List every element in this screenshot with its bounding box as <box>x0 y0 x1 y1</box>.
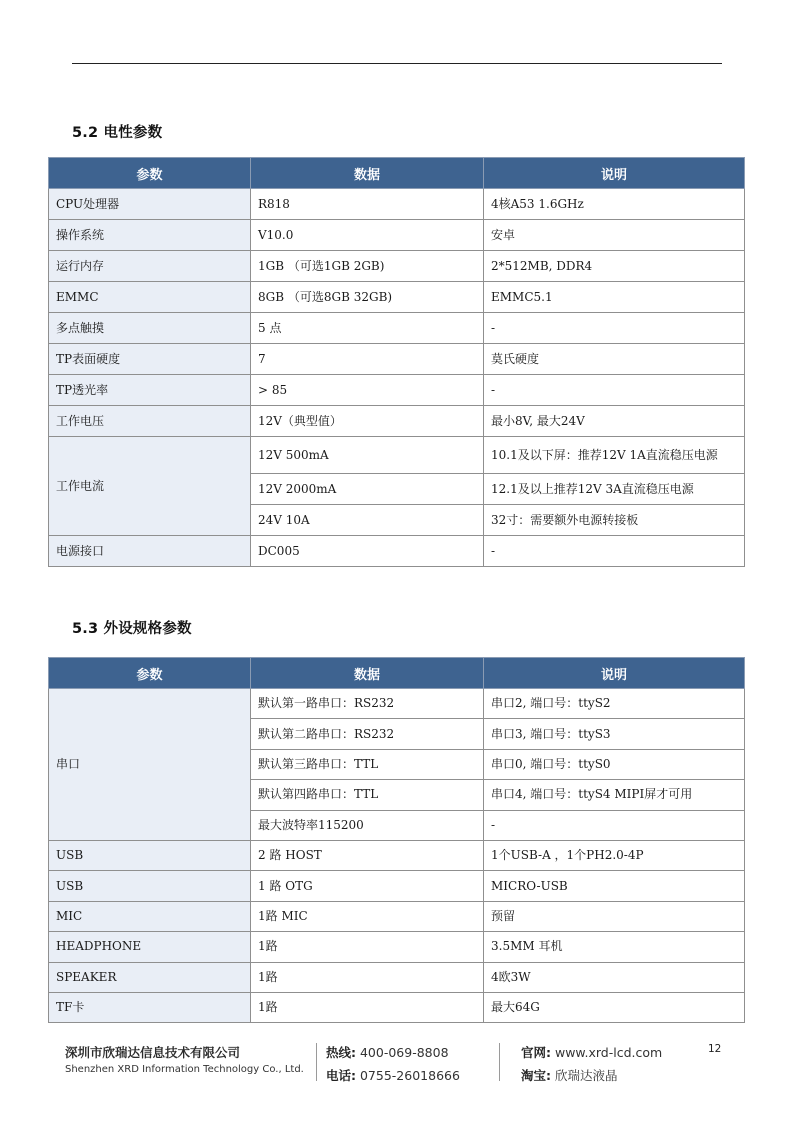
header-desc: 说明 <box>484 658 745 689</box>
data-cell: 24V 10A <box>251 505 484 536</box>
data-cell: 7 <box>251 344 484 375</box>
desc-cell: 安卓 <box>484 220 745 251</box>
table-row <box>49 282 745 313</box>
website-label: 官网: <box>521 1045 551 1060</box>
desc-cell: 预留 <box>484 901 745 931</box>
param-cell: 操作系统 <box>49 220 251 251</box>
data-cell: 1GB （可选1GB 2GB) <box>251 251 484 282</box>
data-cell: 默认第一路串口：RS232 <box>251 689 484 719</box>
header-data: 数据 <box>251 658 484 689</box>
desc-cell: 3.5MM 耳机 <box>484 932 745 962</box>
desc-cell: 2*512MB, DDR4 <box>484 251 745 282</box>
footer-phone <box>326 1066 460 1084</box>
footer-website <box>521 1043 662 1061</box>
footer-divider <box>499 1043 500 1081</box>
footer-hotline <box>326 1043 449 1061</box>
param-cell: 运行内存 <box>49 251 251 282</box>
desc-cell: MICRO-USB <box>484 871 745 901</box>
data-cell: 2 路 HOST <box>251 840 484 870</box>
data-cell: 12V 2000mA <box>251 474 484 505</box>
data-cell: 5 点 <box>251 313 484 344</box>
phone-label: 电话: <box>326 1068 356 1083</box>
table-row <box>49 992 745 1022</box>
desc-cell: 最大64G <box>484 992 745 1022</box>
data-cell: 默认第二路串口：RS232 <box>251 719 484 749</box>
header-param: 参数 <box>49 158 251 189</box>
data-cell: 1路 MIC <box>251 901 484 931</box>
footer-company-cn: 深圳市欣瑞达信息技术有限公司 <box>65 1045 241 1060</box>
param-cell-serial: 串口 <box>49 689 251 841</box>
data-cell: 1路 <box>251 992 484 1022</box>
table-row <box>49 313 745 344</box>
header-data: 数据 <box>251 158 484 189</box>
taobao-shop: 欣瑞达液晶 <box>554 1068 618 1083</box>
data-cell: > 85 <box>251 375 484 406</box>
desc-cell: 1个USB-A ，1个PH2.0-4P <box>484 840 745 870</box>
table-header-row <box>49 158 745 189</box>
table-row <box>49 871 745 901</box>
table-row <box>49 251 745 282</box>
taobao-label: 淘宝: <box>521 1068 551 1083</box>
desc-cell: 4核A53 1.6GHz <box>484 189 745 220</box>
footer-company-en: Shenzhen XRD Information Technology Co., Ltd. <box>65 1064 304 1075</box>
param-cell: USB <box>49 871 251 901</box>
section-title-peripheral: 5.3 外设规格参数 <box>72 621 192 637</box>
param-cell: USB <box>49 840 251 870</box>
param-cell: HEADPHONE <box>49 932 251 962</box>
table-row <box>49 932 745 962</box>
param-cell: 多点触摸 <box>49 313 251 344</box>
hotline-number: 400-069-8808 <box>359 1045 449 1060</box>
desc-cell: - <box>484 375 745 406</box>
hotline-label: 热线: <box>326 1045 356 1060</box>
data-cell: 最大波特率115200 <box>251 810 484 840</box>
desc-cell: EMMC5.1 <box>484 282 745 313</box>
electrical-params-table <box>48 157 745 567</box>
desc-cell: 最小8V, 最大24V <box>484 406 745 437</box>
desc-cell: 串口0, 端口号：ttyS0 <box>484 749 745 779</box>
param-cell: 工作电压 <box>49 406 251 437</box>
peripheral-params-table <box>48 657 745 1023</box>
param-cell: TF卡 <box>49 992 251 1022</box>
param-cell: TP透光率 <box>49 375 251 406</box>
header-rule <box>72 63 722 64</box>
param-cell: 电源接口 <box>49 536 251 567</box>
data-cell: 12V 500mA <box>251 437 484 474</box>
table-row <box>49 189 745 220</box>
param-cell-current: 工作电流 <box>49 437 251 536</box>
data-cell: R818 <box>251 189 484 220</box>
data-cell: 8GB （可选8GB 32GB) <box>251 282 484 313</box>
desc-cell: 32寸：需要额外电源转接板 <box>484 505 745 536</box>
table-row <box>49 375 745 406</box>
data-cell: 1 路 OTG <box>251 871 484 901</box>
desc-cell: 莫氏硬度 <box>484 344 745 375</box>
table-row <box>49 536 745 567</box>
website-url: www.xrd-lcd.com <box>554 1045 663 1060</box>
header-desc: 说明 <box>484 158 745 189</box>
desc-cell: 串口4, 端口号：ttyS4 MIPI屏才可用 <box>484 780 745 810</box>
table-row <box>49 220 745 251</box>
data-cell: 1路 <box>251 932 484 962</box>
desc-cell: 串口3, 端口号：ttyS3 <box>484 719 745 749</box>
table-row <box>49 437 745 474</box>
footer-taobao <box>521 1066 618 1084</box>
header-param: 参数 <box>49 658 251 689</box>
table-header-row <box>49 658 745 689</box>
table-row <box>49 840 745 870</box>
table-row <box>49 962 745 992</box>
footer-divider <box>316 1043 317 1081</box>
param-cell: TP表面硬度 <box>49 344 251 375</box>
data-cell: DC005 <box>251 536 484 567</box>
desc-cell: - <box>484 313 745 344</box>
data-cell: 12V（典型值） <box>251 406 484 437</box>
param-cell: MIC <box>49 901 251 931</box>
data-cell: V10.0 <box>251 220 484 251</box>
page-number: 12 <box>708 1043 722 1055</box>
desc-cell: - <box>484 536 745 567</box>
data-cell: 默认第三路串口：TTL <box>251 749 484 779</box>
section-title-electrical: 5.2 电性参数 <box>72 125 163 141</box>
param-cell: SPEAKER <box>49 962 251 992</box>
data-cell: 默认第四路串口：TTL <box>251 780 484 810</box>
table-row <box>49 406 745 437</box>
table-row <box>49 689 745 719</box>
desc-cell: 串口2, 端口号：ttyS2 <box>484 689 745 719</box>
param-cell: EMMC <box>49 282 251 313</box>
table-row <box>49 344 745 375</box>
table-row <box>49 901 745 931</box>
desc-cell: 12.1及以上推荐12V 3A直流稳压电源 <box>484 474 745 505</box>
phone-number: 0755-26018666 <box>359 1068 460 1083</box>
desc-cell: 4欧3W <box>484 962 745 992</box>
param-cell: CPU处理器 <box>49 189 251 220</box>
data-cell: 1路 <box>251 962 484 992</box>
desc-cell: - <box>484 810 745 840</box>
desc-cell: 10.1及以下屏：推荐12V 1A直流稳压电源 <box>484 437 745 474</box>
